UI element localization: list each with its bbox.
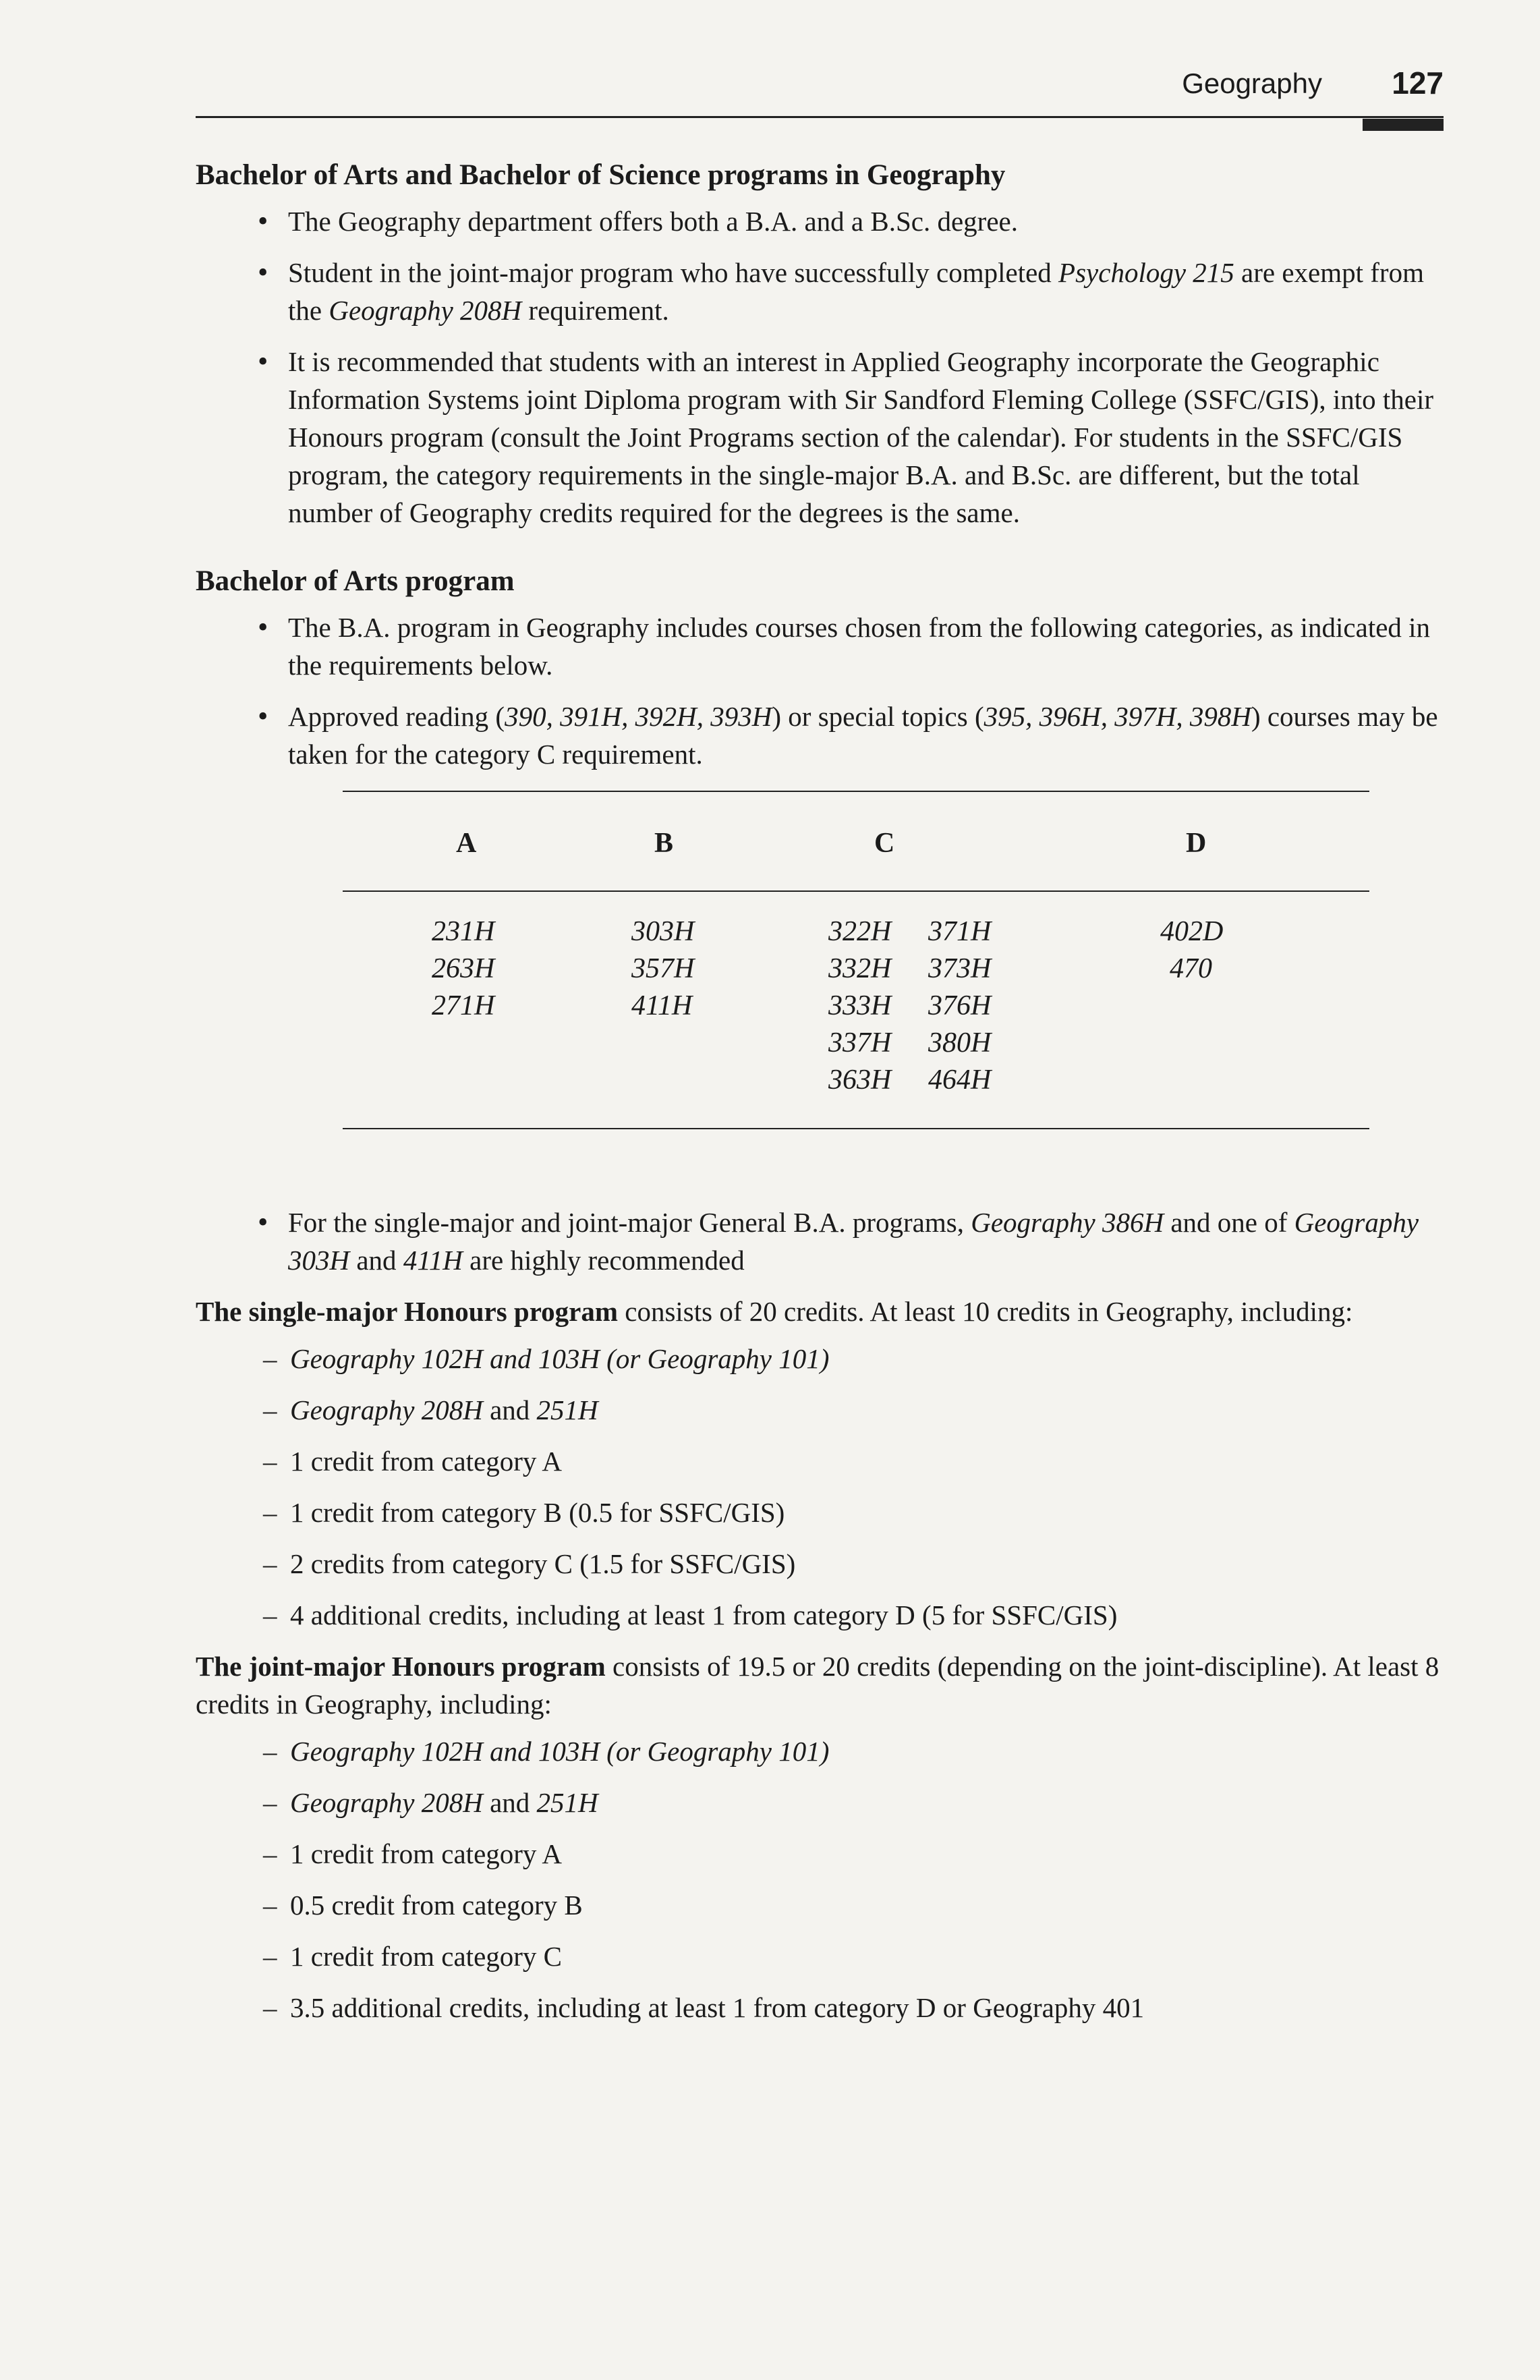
table-cell: 322H bbox=[828, 916, 892, 947]
single-major-requirements bbox=[196, 1340, 1444, 1634]
table-cell: 303H bbox=[631, 916, 695, 947]
bullet-text: ) or special topics ( bbox=[772, 701, 984, 732]
table-cell: 357H bbox=[631, 953, 695, 984]
requirement-item: – Geography 102H and 103H (or Geography 101) bbox=[196, 1340, 1444, 1378]
course-ref: 390, 391H, 392H, 393H bbox=[505, 701, 772, 732]
requirement-item: – 1 credit from category A bbox=[196, 1442, 1444, 1480]
requirement-item: – 0.5 credit from category B bbox=[196, 1886, 1444, 1924]
bullet-item bbox=[196, 1203, 1444, 1279]
requirement-item: – 1 credit from category C bbox=[196, 1937, 1444, 1975]
course-ref: 251H bbox=[536, 1787, 598, 1818]
course-ref: Geography 208H bbox=[290, 1394, 483, 1425]
section-heading-ba: Bachelor of Arts program bbox=[196, 565, 515, 597]
table-header-d: D bbox=[1186, 828, 1207, 859]
column-a bbox=[432, 913, 494, 1025]
course-ref: 395, 396H, 397H, 398H bbox=[983, 701, 1251, 732]
requirement-item: – Geography 102H and 103H (or Geography 101) bbox=[196, 1732, 1444, 1770]
table-cell: 402D bbox=[1160, 916, 1224, 947]
category-table bbox=[343, 791, 1369, 1129]
bullet-text: and bbox=[349, 1245, 403, 1276]
course-ref: Geography 386H bbox=[971, 1207, 1164, 1238]
table-cell: 470 bbox=[1170, 953, 1212, 984]
requirement-item bbox=[196, 1391, 1444, 1429]
table-bottom-rule bbox=[343, 1128, 1369, 1129]
paragraph-text: consists of 19.5 or 20 credits (depending on the joint-discipline). At least 8 credits in Geography, including: bbox=[196, 1651, 1439, 1720]
bullet-item: • It is recommended that students with an interest in Applied Geography incorporate the Geographic Information Systems joint Diploma program with Sir Sandford Fleming College (SSFC/GIS), into their Honours program (consult the Joint Programs section of the calendar). For students in the SSFC/GIS program, the category requirements in the single-major B.A. and B.Sc. are different, but the total number of Geography credits required for the degrees is the same. bbox=[196, 343, 1444, 532]
course-ref: Geography 303H bbox=[288, 1207, 1419, 1276]
table-header-row bbox=[343, 792, 1369, 890]
header-rule bbox=[196, 116, 1444, 118]
table-header-c: C bbox=[874, 828, 895, 859]
single-major-paragraph bbox=[196, 1293, 1444, 1330]
joint-major-requirements bbox=[196, 1732, 1444, 2027]
section1-bullets bbox=[196, 202, 1444, 532]
joint-major-paragraph bbox=[196, 1647, 1444, 1723]
course-ref: Geography 208H bbox=[329, 295, 522, 326]
table-body bbox=[343, 892, 1369, 1128]
table-cell: 376H bbox=[928, 990, 992, 1021]
requirement-item: – 3.5 additional credits, including at least 1 from category D or Geography 401 bbox=[196, 1989, 1444, 2027]
bullet-text: are highly recommended bbox=[462, 1245, 745, 1276]
course-ref: Geography 208H bbox=[290, 1787, 483, 1818]
running-title: Geography bbox=[1182, 67, 1322, 99]
section2-bullets bbox=[196, 608, 1444, 773]
paragraph-text: consists of 20 credits. At least 10 credits in Geography, including: bbox=[618, 1296, 1353, 1327]
program-name: The joint-major Honours program bbox=[196, 1651, 606, 1682]
running-header bbox=[196, 67, 1444, 108]
requirement-text: and bbox=[482, 1787, 537, 1818]
table-cell: 337H bbox=[828, 1027, 892, 1058]
requirement-item: – 1 credit from category B (0.5 for SSFC/GIS) bbox=[196, 1494, 1444, 1531]
column-b bbox=[631, 913, 694, 1025]
section-heading-ba-bsc: Bachelor of Arts and Bachelor of Science programs in Geography bbox=[196, 159, 1006, 191]
requirement-text: and bbox=[482, 1394, 537, 1425]
table-cell: 380H bbox=[928, 1027, 992, 1058]
program-name: The single-major Honours program bbox=[196, 1296, 619, 1327]
requirement-item bbox=[196, 1784, 1444, 1821]
bullet-item bbox=[196, 698, 1444, 773]
header-tab-bar bbox=[1363, 119, 1444, 131]
column-c-left bbox=[828, 913, 891, 1099]
table-cell: 271H bbox=[432, 990, 495, 1021]
bullet-text: ) courses may be taken for the category C requirement. bbox=[288, 701, 1438, 770]
bullet-text: Student in the joint-major program who have successfully completed bbox=[288, 257, 1059, 288]
table-cell: 231H bbox=[432, 916, 495, 947]
bullet-item: • The B.A. program in Geography includes courses chosen from the following categories, as indicated in the requirements below. bbox=[196, 608, 1444, 684]
table-cell: 373H bbox=[928, 953, 992, 984]
bullet-text: and one of bbox=[1164, 1207, 1294, 1238]
bullet-item: • The Geography department offers both a B.A. and a B.Sc. degree. bbox=[196, 202, 1444, 240]
column-d bbox=[1160, 913, 1223, 988]
bullet-text: For the single-major and joint-major General B.A. programs, bbox=[288, 1207, 971, 1238]
table-cell: 263H bbox=[432, 953, 495, 984]
table-cell: 411H bbox=[631, 990, 693, 1021]
table-cell: 333H bbox=[828, 990, 892, 1021]
table-header-b: B bbox=[654, 828, 674, 859]
course-ref: 411H bbox=[403, 1245, 463, 1276]
bullet-text: Approved reading ( bbox=[288, 701, 505, 732]
course-ref: 251H bbox=[536, 1394, 598, 1425]
page-content bbox=[196, 155, 1444, 2040]
table-cell: 464H bbox=[928, 1065, 992, 1096]
requirement-item: – 1 credit from category A bbox=[196, 1835, 1444, 1873]
table-cell: 332H bbox=[828, 953, 892, 984]
bullet-text: requirement. bbox=[521, 295, 669, 326]
course-ref: Psychology 215 bbox=[1058, 257, 1234, 288]
requirement-item: – 4 additional credits, including at least 1 from category D (5 for SSFC/GIS) bbox=[196, 1596, 1444, 1634]
requirement-item: – 2 credits from category C (1.5 for SSFC/GIS) bbox=[196, 1545, 1444, 1583]
column-c-right bbox=[928, 913, 991, 1099]
recommend-bullets bbox=[196, 1203, 1444, 1279]
bullet-item bbox=[196, 254, 1444, 329]
bullet-text: are exempt from the bbox=[288, 257, 1424, 326]
table-cell: 363H bbox=[828, 1065, 892, 1096]
table-header-a: A bbox=[456, 828, 477, 859]
page-number: 127 bbox=[1392, 65, 1444, 101]
table-cell: 371H bbox=[928, 916, 992, 947]
